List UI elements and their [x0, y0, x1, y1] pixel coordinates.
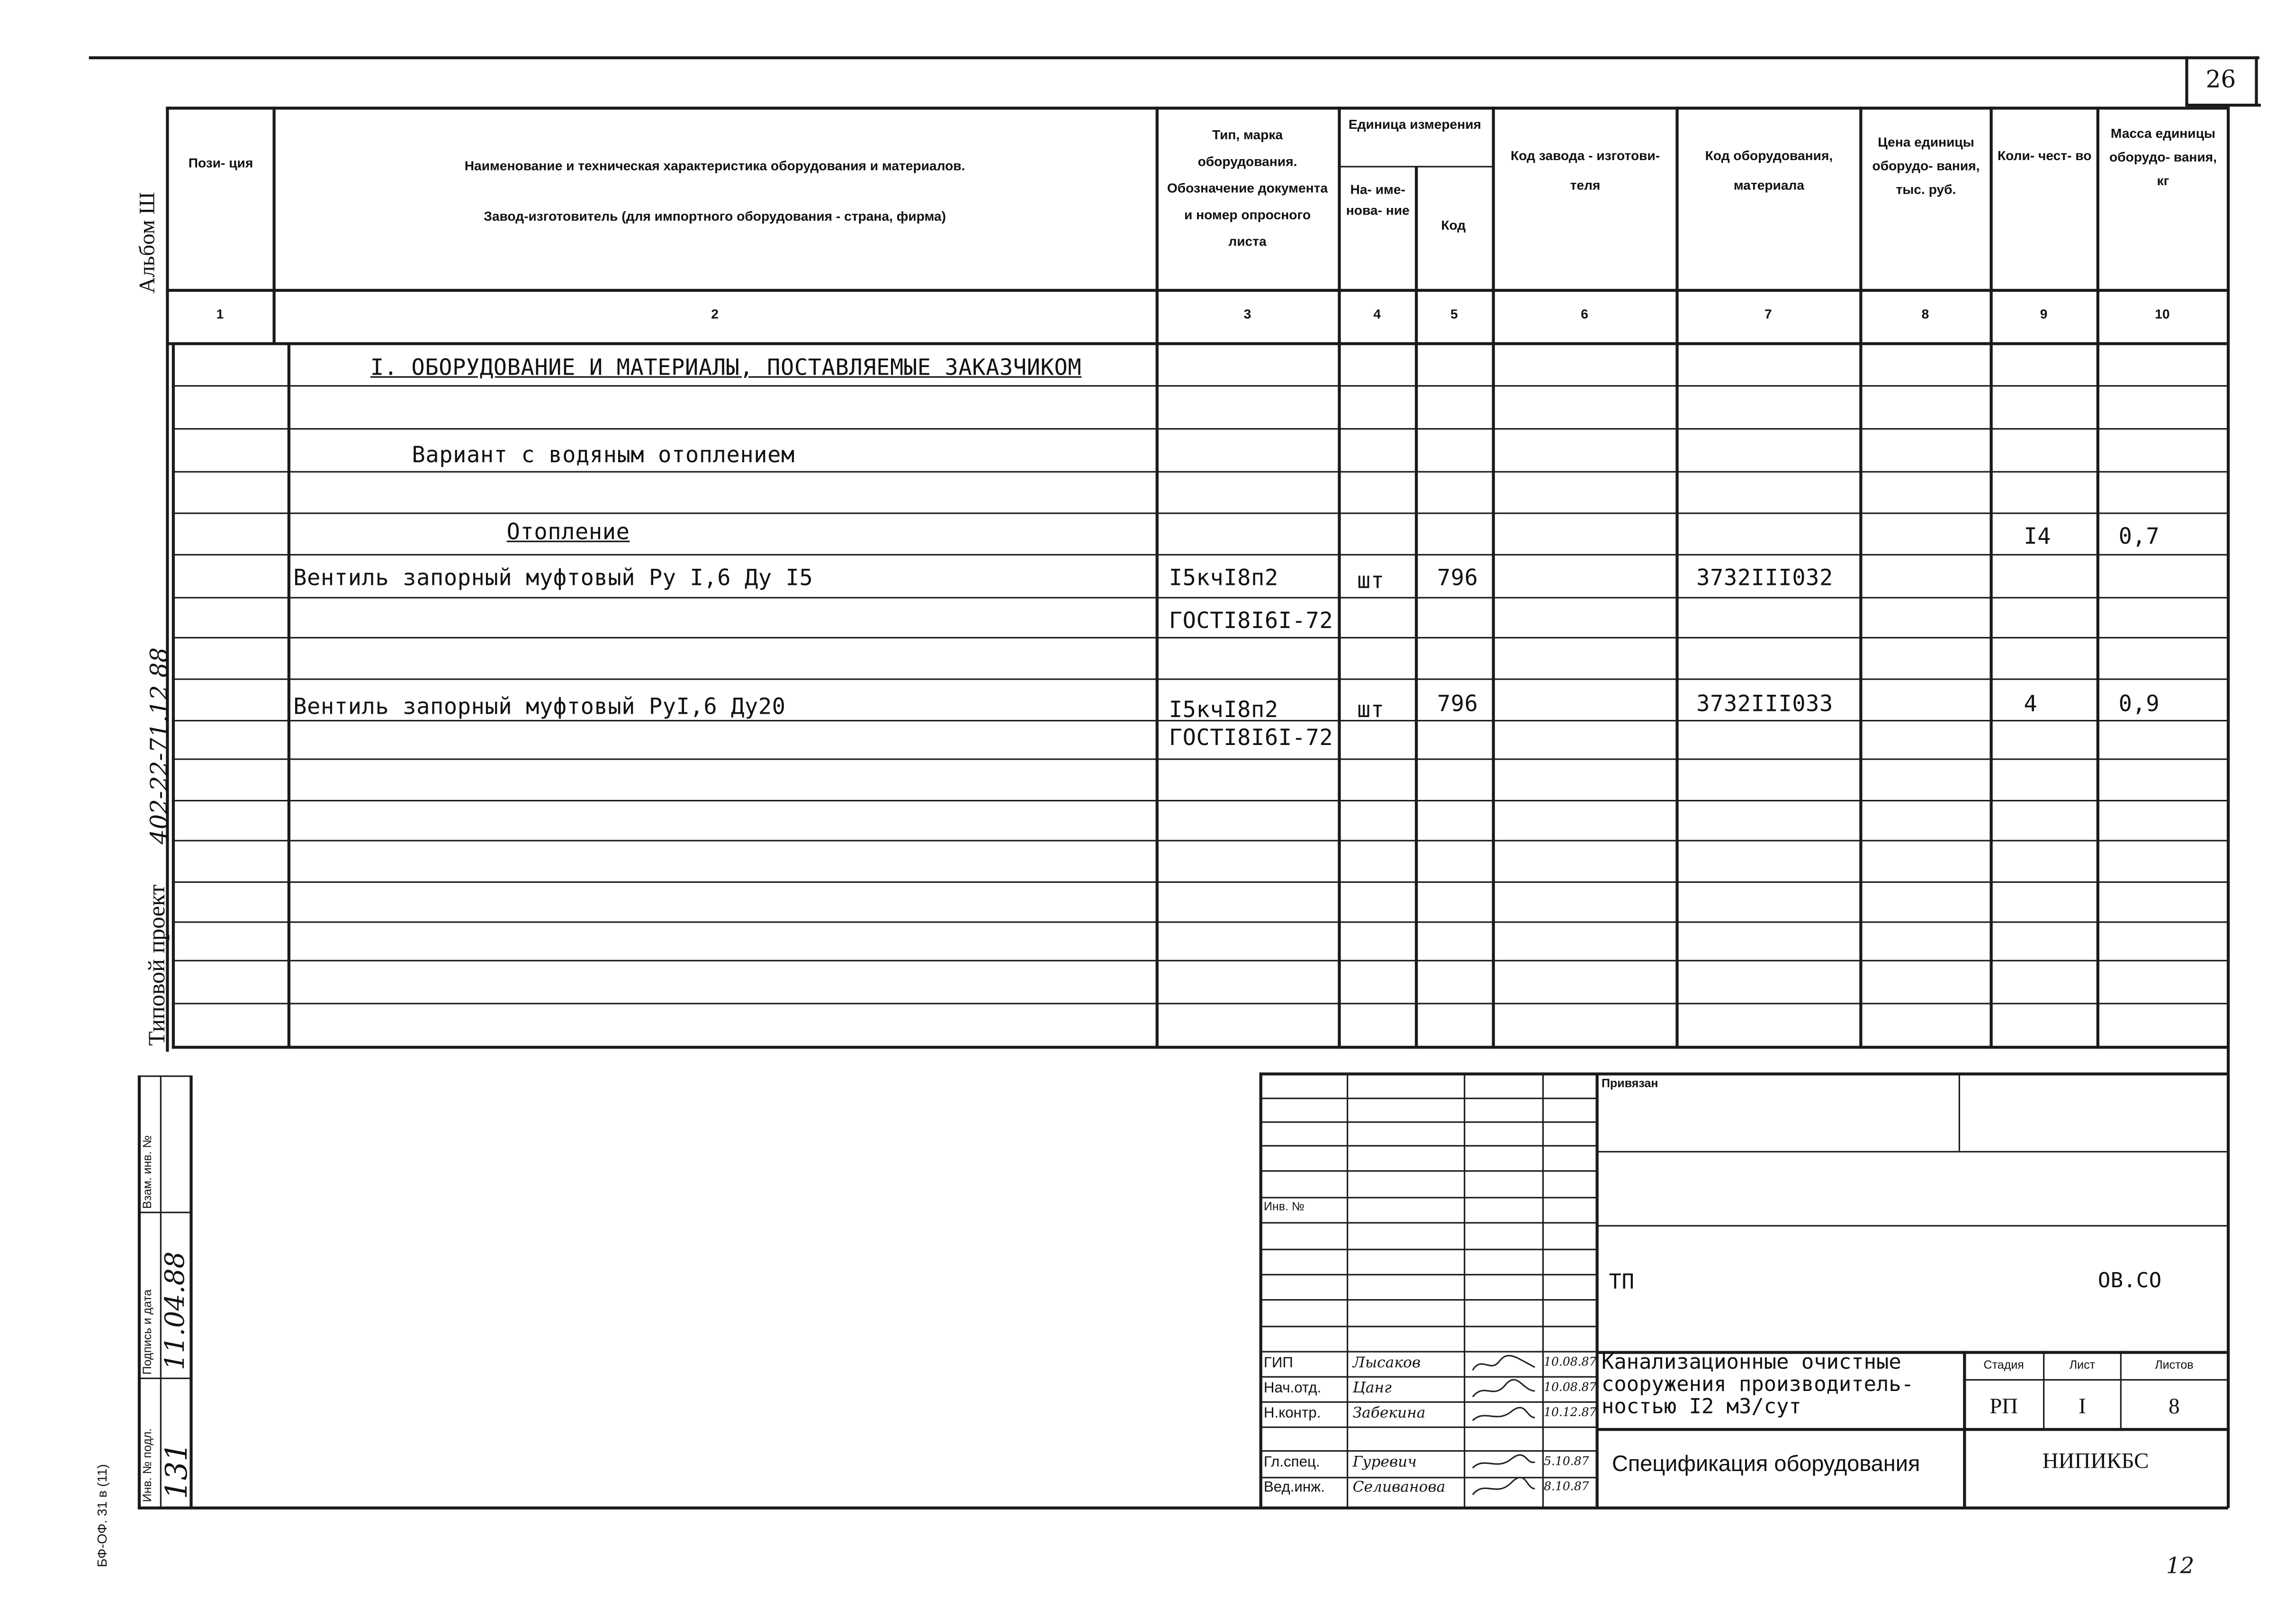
signatures	[1467, 1353, 1540, 1507]
object-name: Канализационные очистные сооружения производитель- ностью I2 м3/сут	[1602, 1351, 1914, 1419]
header-type: Тип, марка оборудования. Обозначение документа и номер опросного листа	[1167, 127, 1328, 249]
form-code: БФ-ОФ. 31 в (11)	[95, 1464, 110, 1568]
section-heading: I. ОБОРУДОВАНИЕ И МАТЕРИАЛЫ, ПОСТАВЛЯЕМЫЕ ЗАКАЗЧИКОМ	[370, 354, 1082, 381]
staff-name: Забекина	[1352, 1406, 1426, 1422]
col-number-5: 5	[1450, 306, 1458, 322]
cell-mass: 0,9	[2118, 690, 2160, 717]
frame-bottom	[138, 1507, 2228, 1509]
header-name-line2: Завод-изготовитель (для импортного оборудования - страна, фирма)	[484, 209, 946, 224]
stage-label: Стадия	[1983, 1358, 2024, 1372]
inv-label: Инв. №	[1263, 1200, 1305, 1213]
top-border	[89, 56, 2259, 59]
title-block	[1260, 1072, 2229, 1075]
stage-value: РП	[1989, 1395, 2018, 1419]
inventory-number: 131	[158, 1442, 194, 1499]
cell-unit-code: 796	[1437, 690, 1478, 717]
header-factory-code: Код завода - изготови- теля	[1511, 148, 1660, 192]
staff-date: 10.12.87	[1544, 1406, 1597, 1419]
frame-right	[2227, 107, 2229, 1508]
header-name-line1: Наименование и техническая характеристика оборудования и материалов.	[464, 158, 965, 173]
sheet-label: Лист	[2069, 1358, 2096, 1372]
cell-type: I5кчI8п2	[1169, 564, 1278, 591]
header-quantity: Коли- чест- во	[1997, 148, 2092, 163]
col-number-10: 10	[2155, 306, 2170, 322]
cell-unit-name: шт	[1357, 696, 1385, 723]
frame-top	[166, 107, 2228, 109]
sheet-value: I	[2079, 1395, 2086, 1419]
linked-label: Привязан	[1602, 1077, 1658, 1090]
cell-unit-code: 796	[1437, 564, 1478, 591]
cell-mass: 0,7	[2118, 523, 2160, 550]
corner-page-mark: 12	[2166, 1552, 2195, 1579]
staff-name: Гуревич	[1352, 1454, 1417, 1471]
designation: ТП	[1609, 1271, 1635, 1295]
cell-type: I5кчI8п2	[1169, 696, 1278, 723]
album-label: Альбом Ш	[136, 192, 160, 294]
header-unit-name: На- име- нова- ние	[1346, 182, 1410, 217]
stamp-label-signature-date: Подпись и дата	[141, 1289, 154, 1375]
header-unit-code: Код	[1441, 217, 1466, 233]
col-number-3: 3	[1243, 306, 1251, 322]
staff-date: 10.08.87	[1544, 1355, 1597, 1369]
col-number-2: 2	[711, 306, 719, 322]
sheets-value: 8	[2169, 1395, 2180, 1419]
col-number-6: 6	[1581, 306, 1588, 322]
cell-quantity: I4	[2024, 523, 2052, 550]
sheet-number: 26	[2205, 65, 2236, 94]
col-number-8: 8	[1921, 306, 1929, 322]
header-mass: Масса единицы оборудо- вания, кг	[2109, 126, 2217, 189]
header-unit: Единица измерения	[1348, 117, 1481, 132]
sheet-name: Спецификация оборудования	[1611, 1452, 1920, 1477]
cell-name: Вентиль запорный муфтовый РуI,6 Ду20	[293, 693, 786, 720]
staff-date: 8.10.87	[1544, 1480, 1589, 1493]
staff-role: ГИП	[1263, 1355, 1293, 1372]
staff-date: 10.08.87	[1544, 1381, 1597, 1394]
col-number-9: 9	[2040, 306, 2048, 322]
project-code: 402-22-71.12 88	[145, 647, 173, 844]
staff-role: Гл.спец.	[1263, 1454, 1320, 1471]
staff-role: Вед.инж.	[1263, 1480, 1325, 1496]
project-label: Типовой проект	[145, 884, 171, 1046]
staff-role: Нач.отд.	[1263, 1381, 1322, 1397]
header-equipment-code: Код оборудования, материала	[1705, 148, 1833, 192]
cell-quantity: 4	[2024, 690, 2038, 717]
col-number-7: 7	[1764, 306, 1772, 322]
col-number-1: 1	[216, 306, 224, 322]
cell-type: ГОСТI8I6I-72	[1169, 607, 1333, 634]
col-number-4: 4	[1373, 306, 1381, 322]
organization: НИПИКБС	[2042, 1450, 2149, 1474]
cell-equipment-code: 3732III033	[1696, 690, 1833, 717]
designation-code: ОВ.СО	[2097, 1269, 2162, 1293]
staff-role: Н.контр.	[1263, 1406, 1321, 1422]
variant-heading: Вариант с водяным отоплением	[412, 441, 795, 468]
staff-name: Цанг	[1352, 1381, 1392, 1397]
stamp-label-replace-inv: Взам. инв. №	[141, 1135, 154, 1209]
signature-date: 11.04.88	[160, 1251, 191, 1371]
staff-name: Лысаков	[1352, 1355, 1421, 1372]
header-price: Цена единицы оборудо- вания, тыс. руб.	[1872, 135, 1980, 198]
header-position: Пози- ция	[188, 155, 253, 170]
cell-unit-name: шт	[1357, 567, 1385, 594]
staff-date: 5.10.87	[1544, 1454, 1589, 1468]
stamp-label-inv-orig: Инв. № подл.	[141, 1428, 154, 1502]
sheets-label: Листов	[2155, 1358, 2194, 1372]
cell-equipment-code: 3732III032	[1696, 564, 1833, 591]
cell-type: ГОСТI8I6I-72	[1169, 724, 1333, 751]
cell-name: Вентиль запорный муфтовый Ру I,6 Ду I5	[293, 564, 813, 591]
staff-name: Селиванова	[1352, 1480, 1446, 1496]
subsection-heading: Отопление	[506, 518, 630, 545]
